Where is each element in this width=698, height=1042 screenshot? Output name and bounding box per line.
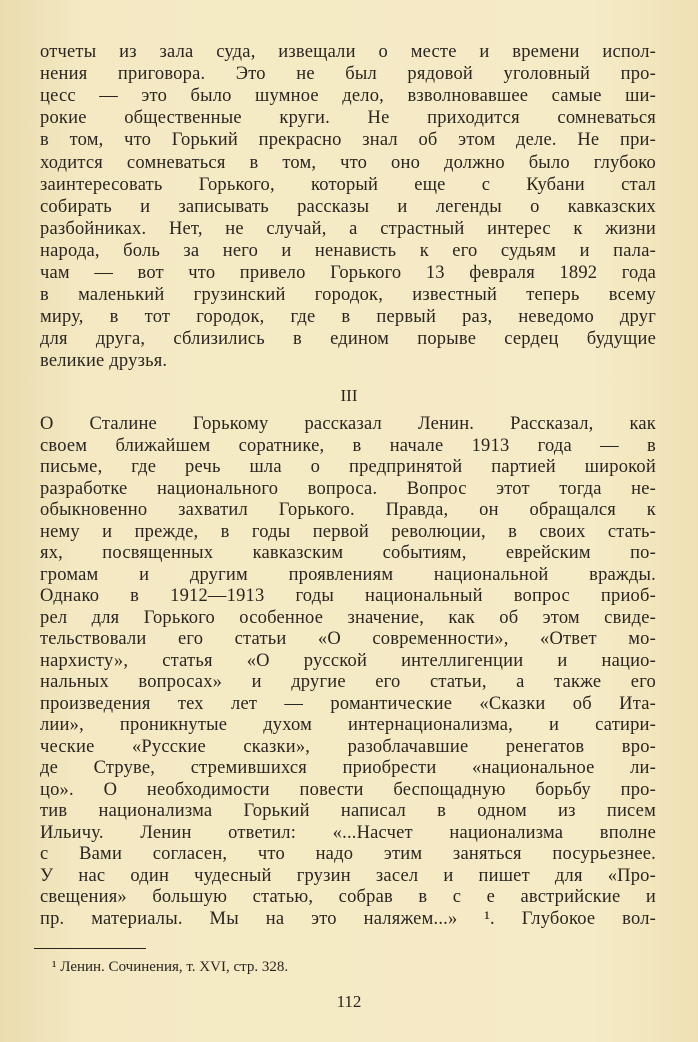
text-line: Ильичу. Ленин ответил: «...Насчет национализма вполне [40,822,656,843]
section-number: III [340,386,358,405]
text-line: ях, посвященных кавказским событиям, еврейским по- [40,543,656,563]
text-line: свещения» большую статью, собрав в с е австрийские и [40,887,656,907]
text-line: Однако в 1912—1913 годы национальный вопрос приоб- [40,586,656,606]
text-line: собирать и записывать рассказы и легенды о кавказских [40,196,656,217]
text-line: великие друзья. [40,351,168,372]
text-line: цесс — это было шумное дело, взволновавшее самые ши- [40,86,656,107]
text-line: чам — вот что привело Горького 13 февраля 1892 года [40,263,656,283]
text-line: У нас один чудесный грузин засел и пишет для «Про- [40,865,656,886]
footnote: ¹ Ленин. Сочинения, т. XVI, стр. 328. [52,959,289,975]
text-line: отчеты из зала суда, извещали о месте и времени испол- [40,42,656,62]
text-line: пр. материалы. Мы на это наляжем...» ¹. Глубокое вол- [40,908,656,929]
text-line: тив национализма Горький написал в одном из писем [40,801,656,821]
text-line: де Струве, стремившихся приобрести «национальное ли- [40,758,656,778]
text-line: ходится сомневаться в том, что оно должно было глубоко [40,152,656,173]
text-line: громам и другим проявлениям национальной вражды. [40,564,656,585]
text-line: письме, где речь шла о предпринятой партией широкой [40,457,656,477]
text-line: тельствовали его статьи «О современности», «Ответ мо- [40,629,656,649]
text-line: лии», проникнутые духом интернационализма, и сатири- [40,715,656,735]
text-line: разработке национального вопроса. Вопрос этот тогда не- [40,478,656,499]
text-line: для друга, сблизились в едином порыве сердец будущие [40,329,656,350]
text-line: своем ближайшем соратнике, в начале 1913 года — в [40,435,656,456]
text-line: рел для Горького особенное значение, как об этом свиде- [40,607,656,628]
text-line: ческие «Русские сказки», разоблачавшие ренегатов вро- [40,736,656,757]
text-line: нему и прежде, в годы первой революции, в своих стать- [40,521,656,542]
text-line: разбойниках. Нет, не случай, а страстный интерес к жизни [40,218,656,239]
text-line: нальных вопросах» и другие его статьи, а также его [40,672,656,692]
text-line: обыкновенно захватил Горького. Правда, он обращался к [40,500,656,520]
text-line: нения приговора. Это не был рядовой уголовный про- [40,64,656,85]
text-line: О Сталине Горькому рассказал Ленин. Рассказал, как [40,414,656,434]
text-line: в маленький грузинский городок, известный теперь всему [40,285,656,306]
page-number: 112 [336,992,362,1011]
text-line: миру, в тот городок, где в первый раз, неведомо друг [40,307,656,328]
text-line: цо». О необходимости повести беспощадную борьбу про- [40,779,656,800]
text-line: нархисту», статья «О русской интеллигенции и нацио- [40,650,656,671]
text-line: с Вами согласен, что надо этим заняться посурьезнее. [40,844,656,864]
text-line: рокие общественные круги. Не приходится сомневаться [40,108,656,129]
text-line: произведения тех лет — романтические «Сказки об Ита- [40,693,656,714]
footnote-rule [34,948,146,949]
text-line: народа, боль за него и ненависть к его судьям и пала- [40,240,656,261]
text-line: в том, что Горький прекрасно знал об этом деле. Не при- [40,130,656,151]
text-line: заинтересовать Горького, который еще с Кубани стал [40,174,656,195]
